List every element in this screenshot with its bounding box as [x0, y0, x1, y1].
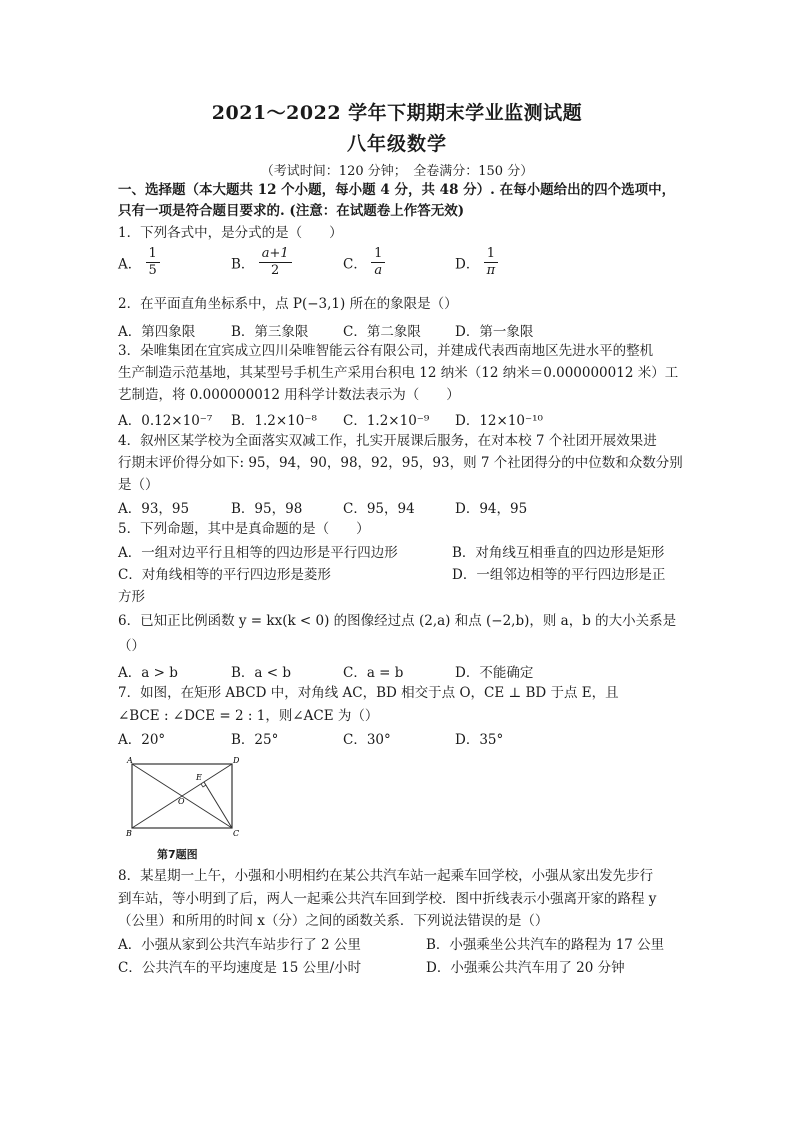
q5-option-c: C．对角线相等的平行四边形是菱形: [118, 567, 331, 583]
q6-option-b: B．a < b: [231, 665, 292, 681]
q4-line1: 4．叙州区某学校为全面落实双减工作，扎实开展课后服务，在对本校 7 个社团开展效果进: [118, 433, 657, 449]
q8-line2: 到车站，等小明到了后，两人一起乘公共汽车回到学校．图中折线表示小强离开家的路程 y: [118, 891, 657, 907]
q8-option-b: B．小强乘坐公共汽车的路程为 17 公里: [426, 937, 665, 953]
q8-option-d: D．小强乘公共汽车用了 20 分钟: [426, 960, 625, 976]
q7-line2: ∠BCE : ∠DCE = 2 : 1，则∠ACE 为（）: [118, 708, 379, 724]
q3-option-a: A．0.12×10⁻⁷: [118, 413, 213, 429]
section-heading-line1: 一、选择题（本大题共 12 个小题，每小题 4 分，共 48 分）. 在每小题给出的四个选项中，: [118, 182, 676, 198]
q4-option-b: B．95，98: [231, 501, 303, 517]
q1-option-d: D． $\frac{1}{\pi}$: [455, 246, 498, 279]
q5-option-b: B．对角线互相垂直的四边形是矩形: [452, 545, 665, 561]
q2-option-c: C．第二象限: [343, 324, 421, 340]
section-heading-line2: 只有一项是符合题目要求的. (注意：在试题卷上作答无效): [118, 203, 465, 219]
q7-figure-caption: 第7题图: [157, 848, 198, 861]
q7-option-c: C．30°: [343, 732, 391, 748]
label-a: A: [127, 756, 133, 765]
q4-line2: 行期末评价得分如下: 95，94，90，98，92，95，93，则 7 个社团得分的中位数和众数分别: [118, 455, 683, 471]
label-e: E: [196, 773, 202, 782]
label-b: B: [126, 829, 132, 838]
exam-subtitle: 八年级数学: [346, 133, 447, 155]
q6-option-d: D．不能确定: [455, 665, 534, 681]
q3-line3: 艺制造，将 0.000000012 用科学计数法表示为（ ）: [118, 387, 460, 403]
q3-line2: 生产制造示范基地，其某型号手机生产采用台积电 12 纳米（12 纳米＝0.000000012 米）工: [118, 365, 679, 381]
q1-option-c: C． $\frac{1}{a}$: [343, 246, 385, 279]
q3-line1: 3．朵唯集团在宜宾成立四川朵唯智能云谷有限公司，并建成代表西南地区先进水平的整机: [118, 343, 654, 359]
q7-rectangle-figure: [122, 756, 242, 838]
q6-option-a: A．a > b: [118, 665, 178, 681]
label-d: D: [233, 756, 240, 765]
q1-option-b: B． $\frac{a+1}{2}$: [231, 246, 292, 279]
q8-option-a: A．小强从家到公共汽车站步行了 2 公里: [118, 937, 361, 953]
exam-info: （考试时间：120 分钟； 全卷满分：150 分）: [260, 164, 534, 179]
q3-option-b: B．1.2×10⁻⁸: [231, 413, 317, 429]
q6-option-c: C．a = b: [343, 665, 404, 681]
q5-option-d: D．一组邻边相等的平行四边形是正: [452, 567, 666, 583]
q8-line1: 8．某星期一上午，小强和小明相约在某公共汽车站一起乘车回学校，小强从家出发先步行: [118, 868, 654, 884]
segment-ce: [204, 782, 232, 828]
q4-option-c: C．95，94: [343, 501, 415, 517]
q7-option-d: D．35°: [455, 732, 504, 748]
q8-option-c: C．公共汽车的平均速度是 15 公里/小时: [118, 960, 362, 976]
q5-option-d-continued: 方形: [118, 589, 145, 605]
q1-stem: 1．下列各式中，是分式的是（ ）: [118, 225, 343, 241]
q3-option-c: C．1.2×10⁻⁹: [343, 413, 430, 429]
q2-option-d: D．第一象限: [455, 324, 534, 340]
q4-option-d: D．94，95: [455, 501, 528, 517]
q5-stem: 5．下列命题，其中是真命题的是（ ）: [118, 521, 370, 537]
q7-line1: 7．如图，在矩形 ABCD 中，对角线 AC，BD 相交于点 O，CE ⊥ BD 于点 E，且: [118, 685, 619, 701]
q8-line3: （公里）和所用的时间 x（分）之间的函数关系．下列说法错误的是（）: [118, 913, 549, 929]
q1-option-a: A． $\frac{1}{5}$: [118, 246, 160, 279]
q2-option-b: B．第三象限: [231, 324, 309, 340]
q5-option-a: A．一组对边平行且相等的四边形是平行四边形: [118, 545, 398, 561]
label-c: C: [233, 829, 240, 838]
q2-stem: 2．在平面直角坐标系中，点 P(−3,1) 所在的象限是（）: [118, 296, 458, 312]
q6-line2: （）: [118, 638, 145, 654]
q3-option-d: D．12×10⁻¹⁰: [455, 413, 543, 429]
q4-option-a: A．93，95: [118, 501, 190, 517]
exam-title: 2021～2022 学年下期期末学业监测试题: [211, 102, 583, 124]
label-o: O: [178, 797, 185, 806]
q7-option-a: A．20°: [118, 732, 166, 748]
q2-option-a: A．第四象限: [118, 324, 196, 340]
q7-option-b: B．25°: [231, 732, 279, 748]
q6-line1: 6．已知正比例函数 y = kx(k < 0) 的图像经过点 (2,a) 和点 (−2,b)，则 a，b 的大小关系是: [118, 613, 677, 629]
q4-line3: 是（）: [118, 477, 159, 493]
